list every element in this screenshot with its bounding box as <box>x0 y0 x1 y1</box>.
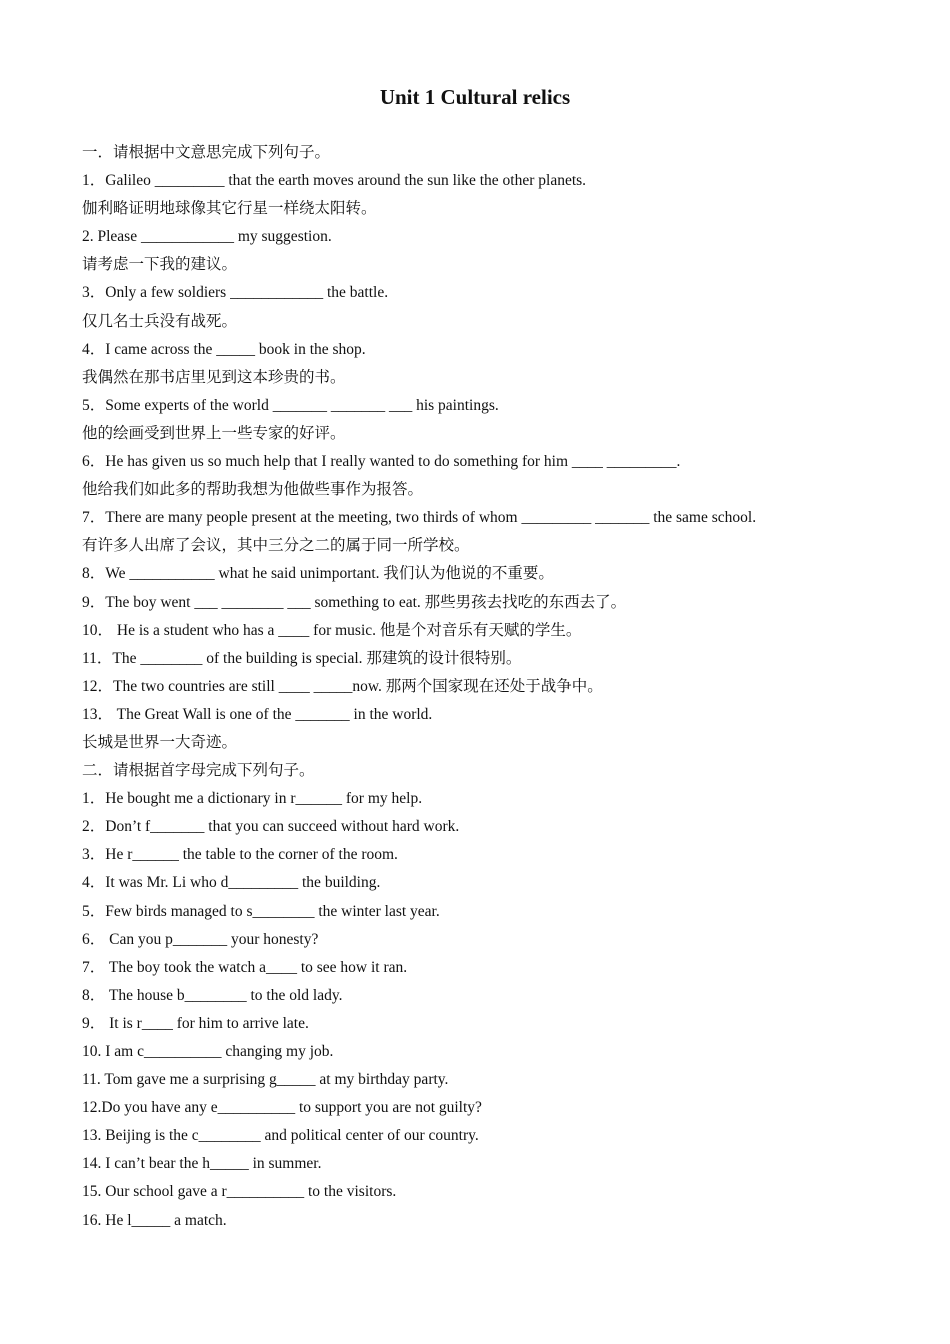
question-line: 7． The boy took the watch a____ to see how it ran. <box>82 958 408 976</box>
question-line: 13. Beijing is the c________ and political center of our country. <box>82 1127 479 1145</box>
question-line: 6．He has given us so much help that I really wanted to do something for him ____ _________. <box>82 453 681 471</box>
translation-line: 仅几名士兵没有战死。 <box>82 312 238 330</box>
question-line: 8． The house b________ to the old lady. <box>82 986 343 1004</box>
question-line: 10． He is a student who has a ____ for music. 他是个对音乐有天赋的学生。 <box>82 621 582 639</box>
question-line: 13． The Great Wall is one of the _______ in the world. <box>82 705 433 723</box>
translation-line: 有许多人出席了会议，其中三分之二的属于同一所学校。 <box>82 537 470 555</box>
question-line: 1．Galileo _________ that the earth moves around the sun like the other planets. <box>82 172 587 190</box>
translation-line: 我偶然在那书店里见到这本珍贵的书。 <box>82 368 346 386</box>
translation-line: 他给我们如此多的帮助我想为他做些事作为报答。 <box>82 481 424 499</box>
question-line: 1．He bought me a dictionary in r______ for my help. <box>82 790 423 808</box>
question-line: 6． Can you p_______ your honesty? <box>82 930 319 948</box>
question-line: 11. Tom gave me a surprising g_____ at my birthday party. <box>82 1071 449 1089</box>
question-line: 4．It was Mr. Li who d_________ the building. <box>82 874 381 892</box>
translation-line: 他的绘画受到世界上一些专家的好评。 <box>82 424 346 442</box>
question-line: 8．We ___________ what he said unimportant. 我们认为他说的不重要。 <box>82 565 554 583</box>
question-line: 15. Our school gave a r__________ to the visitors. <box>82 1183 397 1201</box>
section-1-heading: 一．请根据中文意思完成下列句子。 <box>82 144 331 161</box>
question-line: 10. I am c__________ changing my job. <box>82 1043 334 1060</box>
question-line: 2．Don’t f_______ that you can succeed without hard work. <box>82 818 460 836</box>
question-line: 16. He l_____ a match. <box>82 1211 227 1229</box>
translation-line: 伽利略证明地球像其它行星一样绕太阳转。 <box>82 200 377 218</box>
translation-line: 长城是世界一大奇迹。 <box>82 733 238 751</box>
question-line: 5．Few birds managed to s________ the winter last year. <box>82 902 440 920</box>
question-line: 3．He r______ the table to the corner of the room. <box>82 846 398 864</box>
question-line: 9． It is r____ for him to arrive late. <box>82 1014 309 1032</box>
question-line: 9．The boy went ___ ________ ___ something to eat. 那些男孩去找吃的东西去了。 <box>82 593 627 611</box>
translation-line: 请考虑一下我的建议。 <box>82 256 238 274</box>
question-line: 4．I came across the _____ book in the shop. <box>82 340 366 358</box>
exercise-lines <box>82 139 882 1235</box>
question-line: 12.Do you have any e__________ to support you are not guilty? <box>82 1099 482 1117</box>
question-line: 7．There are many people present at the meeting, two thirds of whom _________ _______ the same school. <box>82 509 757 527</box>
question-line: 11．The ________ of the building is special. 那建筑的设计很特别。 <box>82 649 522 667</box>
question-line: 14. I can’t bear the h_____ in summer. <box>82 1155 322 1173</box>
question-line: 3．Only a few soldiers ____________ the battle. <box>82 284 389 302</box>
question-line: 2. Please ____________ my suggestion. <box>82 228 332 246</box>
section-2-heading: 二．请根据首字母完成下列句子。 <box>82 762 315 780</box>
page-title: Unit 1 Cultural relics <box>379 85 571 109</box>
question-line: 5．Some experts of the world _______ _______ ___ his paintings. <box>82 396 499 414</box>
question-line: 12．The two countries are still ____ _____now. 那两个国家现在还处于战争中。 <box>82 677 603 695</box>
